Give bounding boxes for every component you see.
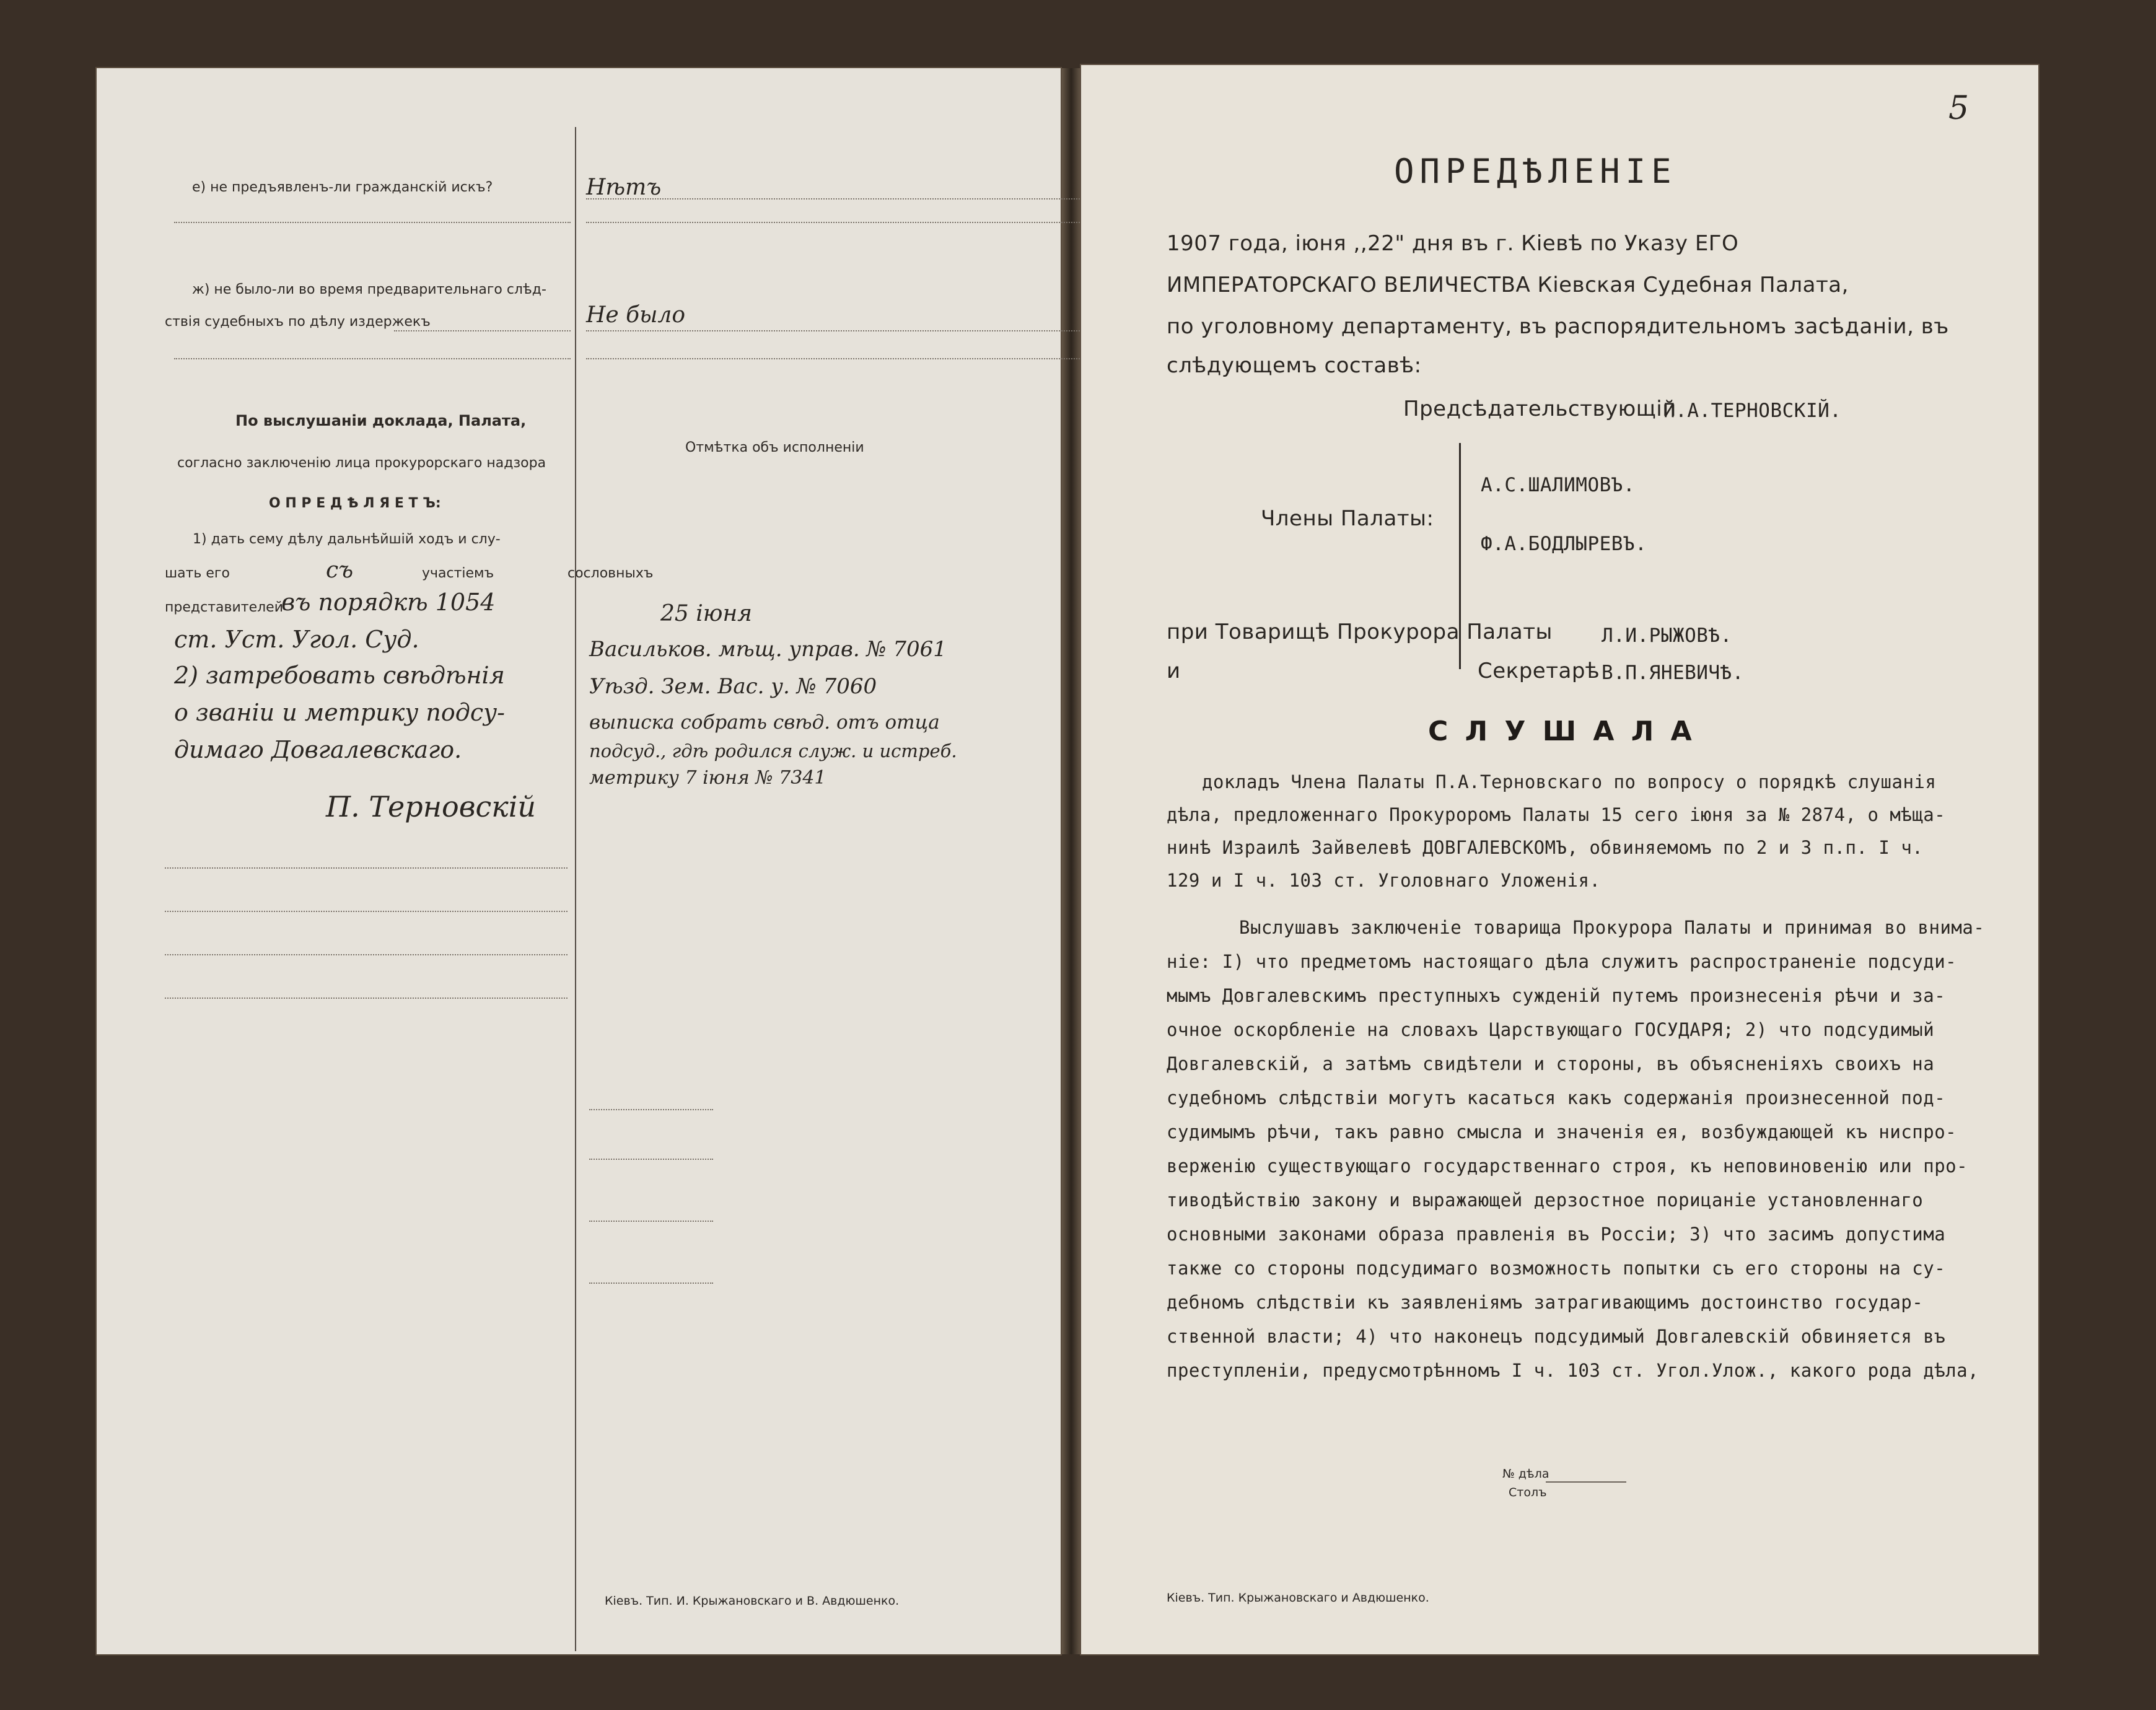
case-number-line [1546,1481,1626,1483]
secretary-name: В.П.ЯНЕВИЧѢ. [1602,662,1744,684]
exec-handwritten-line1: 25 іюня [660,601,753,626]
body-line: судимымъ рѣчи, такъ равно смысла и значенія ея, возбуждающей къ ниспро- [1167,1121,1957,1142]
body-line: преступленіи, предусмотрѣнномъ I ч. 103 ст. Угол.Улож., какого рода дѣла, [1167,1360,1979,1381]
item1-line2-middle: участіемъ [422,566,494,581]
dotted-line [174,358,571,359]
body-line: дѣла, предложеннаго Прокуроромъ Палаты 15 сего іюня за № 2874, о мѣща- [1167,804,1946,825]
dotted-line [165,867,567,869]
handwritten-line4: димаго Довгалевскаго. [174,736,462,763]
item1-line2-start: шать его [165,566,230,581]
member-2: Ф.А.БОДЛЫРЕВЪ. [1481,533,1647,555]
case-number-label: № дѣла [1502,1467,1549,1481]
decides-heading: О П Р Е Д Ѣ Л Я Е Т Ъ: [269,496,441,511]
item1-line3-start: представителей [165,600,283,615]
secretary-label: Секретарѣ [1478,659,1600,683]
question-zh-line2: ствія судебныхъ по дѣлу издержекъ [165,314,431,330]
exec-handwritten-line6: метрику 7 іюня № 7341 [589,767,826,789]
execution-mark-heading: Отмѣтка объ исполненіи [685,440,864,455]
body-line: ственной власти; 4) что наконецъ подсудимый Довгалевскій обвиняется въ [1167,1326,1946,1347]
item1-line2-end: сословныхъ [567,566,654,581]
dotted-line [394,330,571,331]
members-label: Члены Палаты: [1261,506,1434,531]
item1-line3-handwritten: въ порядкѣ 1054 [281,589,496,616]
body-line: Довгалевскій, а затѣмъ свидѣтели и стороны, въ объясненіяхъ своихъ на [1167,1053,1935,1074]
body-line: тиводѣйствію закону и выражающей дерзостное порицаніе установленнаго [1167,1190,1924,1211]
handwritten-signature: П. Терновскій [326,790,537,823]
according-text: согласно заключенію лица прокурорскаго надзора [177,455,546,471]
item1-line1: 1) дать сему дѣлу дальнѣйшій ходъ и слу- [193,532,501,547]
body-line: также со стороны подсудимаго возможность попытки съ его стороны на су- [1167,1258,1946,1279]
dotted-line [165,911,567,912]
body-line: Выслушавъ заключеніе товарища Прокурора Палаты и принимая во внима- [1239,917,1985,938]
dotted-line [174,222,571,223]
book-spine [1061,68,1082,1654]
handwritten-line2: 2) затребовать свѣдѣнія [174,662,505,689]
answer-zh-handwritten: Не было [586,302,686,328]
dotted-line [589,1221,713,1222]
dotted-line [165,998,567,999]
body-line: дебномъ слѣдствіи къ заявленіямъ затрагивающимъ достоинство государ- [1167,1292,1924,1313]
body-line: ніе: I) что предметомъ настоящаго дѣла служитъ распространеніе подсуди- [1167,951,1957,972]
dotted-line [589,1282,713,1284]
intro-line1: 1907 года, іюня ,,22" дня въ г. Кіевѣ по Указу ЕГО [1167,231,1739,256]
body-line: очное оскорбленіе на словахъ Царствующаго ГОСУДАРЯ; 2) что подсудимый [1167,1019,1935,1040]
exec-handwritten-line4: выписка собрать свѣд. отъ отца [589,711,940,734]
body-line: докладъ Члена Палаты П.А.Терновскаго по вопросу о порядкѣ слушанія [1202,771,1937,792]
handwritten-line1: ст. Уст. Угол. Суд. [174,626,419,653]
intro-line2: ИМПЕРАТОРСКАГО ВЕЛИЧЕСТВА Кіевская Судебная Палата, [1167,273,1849,297]
dotted-line [589,1159,713,1160]
member-1: А.С.ШАЛИМОВЪ. [1481,474,1636,496]
body-line: верженію существующаго государственнаго строя, къ неповиновенію или про- [1167,1155,1968,1177]
dotted-line [589,1109,713,1110]
left-imprint: Кіевъ. Тип. И. Крыжановскаго и В. Авдюшенко. [605,1594,900,1608]
body-line: 129 и I ч. 103 ст. Уголовнаго Уложенія. [1167,870,1601,891]
presiding-name: П.А.ТЕРНОВСКІЙ. [1663,400,1842,422]
desk-label: Столъ [1509,1486,1547,1499]
question-zh-line1: ж) не было-ли во время предварительнаго слѣд- [192,282,546,297]
intro-line4: слѣдующемъ составѣ: [1167,353,1422,378]
item1-line2-handwritten: съ [326,558,354,583]
dotted-line [165,954,567,955]
dotted-line [586,330,1082,331]
dotted-line [586,198,1082,200]
body-line: нинѣ Израилѣ Зайвелевѣ ДОВГАЛЕВСКОМЪ, обвиняемомъ по 2 и 3 п.п. I ч. [1167,837,1924,858]
heard-heading: По выслушаніи доклада, Палата, [235,412,527,429]
prosecutor-label: при Товарищѣ Прокурора Палаты [1167,620,1553,644]
page-number: 5 [1948,90,1970,127]
dotted-line [586,358,1082,359]
body-line: судебномъ слѣдствіи могутъ касаться какъ содержанія произнесенной под- [1167,1087,1946,1108]
intro-line3: по уголовному департаменту, въ распорядительномъ засѣданіи, въ [1167,314,1949,339]
body-line: основными законами образа правленія въ Россіи; 3) что засимъ допустима [1167,1224,1946,1245]
presiding-label: Предсѣдательствующій [1403,397,1676,421]
right-imprint: Кіевъ. Тип. Крыжановскаго и Авдюшенко. [1167,1591,1429,1605]
document-title: ОПРЕДѢЛЕНІЕ [1394,152,1677,191]
prosecutor-name: Л.И.РЫЖОВѢ. [1602,625,1732,647]
handwritten-line3: о званіи и метрику подсу- [174,699,505,726]
and-text: и [1167,659,1181,683]
exec-handwritten-line3: Уѣзд. Зем. Вас. у. № 7060 [589,674,877,699]
dotted-line [586,222,1082,223]
body-line: мымъ Довгалевскимъ преступныхъ сужденій путемъ произнесенія рѣчи и за- [1167,985,1946,1006]
question-e: е) не предъявленъ-ли гражданскій искъ? [192,180,493,195]
right-page [1081,65,2038,1654]
exec-handwritten-line5: подсуд., гдѣ родился служ. и истреб. [589,740,957,761]
column-divider [575,127,576,1651]
heard-title: С Л У Ш А Л А [1428,716,1696,747]
left-page [97,68,1061,1654]
exec-handwritten-line2: Васильков. мѣщ. управ. № 7061 [589,637,947,662]
answer-e-handwritten: Нѣтъ [586,175,662,200]
